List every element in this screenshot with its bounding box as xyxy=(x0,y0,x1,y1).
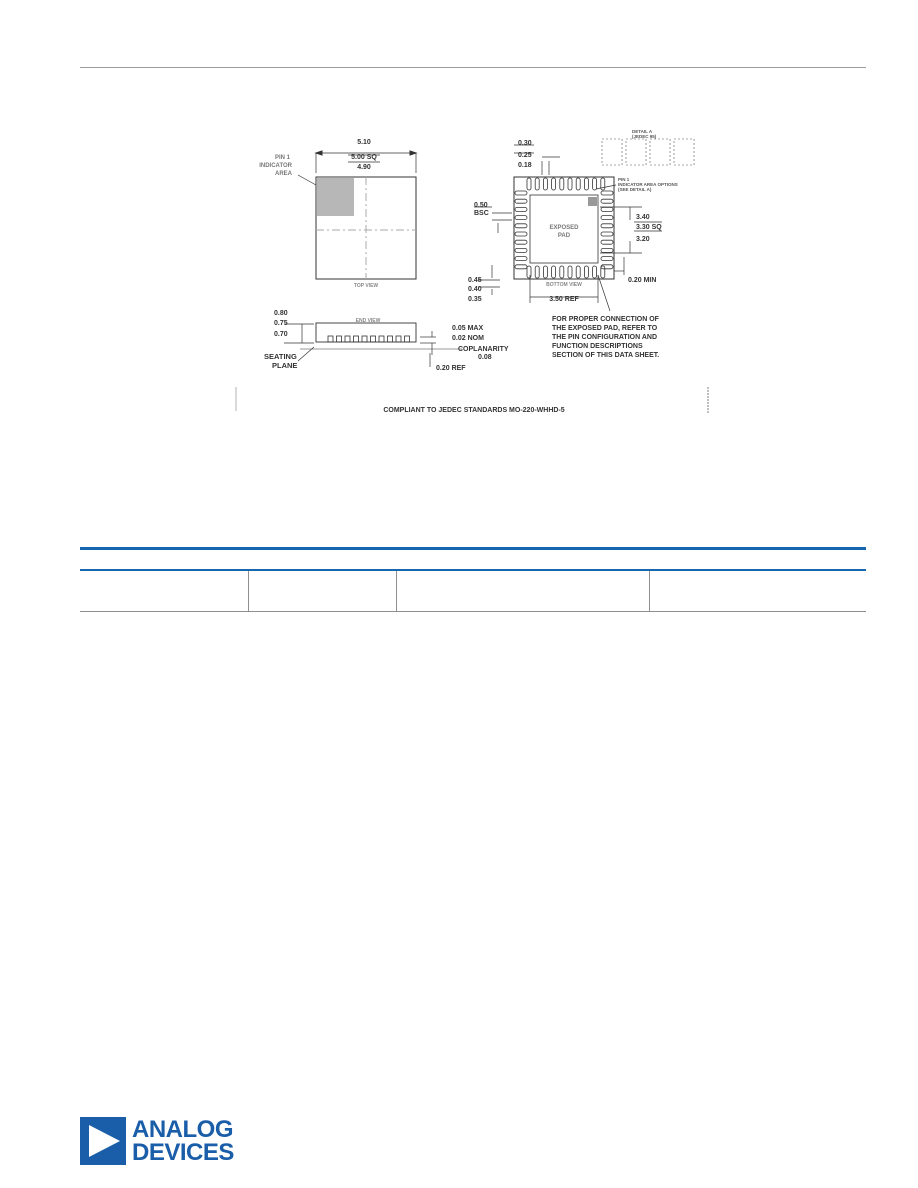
end-view-lead xyxy=(379,336,384,342)
end-view-lead xyxy=(354,336,359,342)
pin1-opt-line2: INDICATOR AREA OPTIONS xyxy=(618,182,678,187)
table-header-cell xyxy=(248,570,396,612)
height-dim-nom: 0.75 xyxy=(274,320,288,327)
pad-dim-min: 3.20 xyxy=(636,236,650,243)
top-dim-nom: 5.00 SQ xyxy=(351,154,377,161)
package-lead xyxy=(601,207,613,211)
lead-len-min: 0.35 xyxy=(468,296,482,303)
package-lead xyxy=(601,191,613,195)
compliance-note: COMPLIANT TO JEDEC STANDARDS MO-220-WHHD-5 xyxy=(383,407,565,414)
pitch-bsc: BSC xyxy=(474,210,489,217)
lead-width-max: 0.30 xyxy=(518,140,532,147)
pad-note-line3: THE PIN CONFIGURATION AND xyxy=(552,334,657,341)
height-dim-min: 0.70 xyxy=(274,331,288,338)
table-header-row xyxy=(80,570,866,612)
pad-note-line4: FUNCTION DESCRIPTIONS xyxy=(552,343,643,350)
package-lead xyxy=(552,178,556,190)
package-lead xyxy=(527,266,531,278)
package-lead xyxy=(515,257,527,261)
package-lead xyxy=(576,178,580,190)
package-lead xyxy=(593,266,597,278)
package-lead xyxy=(515,216,527,220)
detail-a-sub: (JEDEC 95) xyxy=(632,134,657,139)
pin1-indicator-area xyxy=(317,178,354,216)
package-lead xyxy=(601,248,613,252)
pad-note-line5: SECTION OF THIS DATA SHEET. xyxy=(552,352,660,359)
package-lead xyxy=(601,199,613,203)
package-lead xyxy=(543,266,547,278)
package-outline-drawing xyxy=(230,125,720,425)
end-view xyxy=(284,323,462,367)
package-lead xyxy=(601,224,613,228)
package-lead xyxy=(584,178,588,190)
header-rule xyxy=(80,67,866,68)
end-view-lead xyxy=(371,336,376,342)
seating-plane-line1: SEATING xyxy=(264,352,297,361)
pad-dim-nom: 3.30 SQ xyxy=(636,224,662,231)
top-dim-min: 4.90 xyxy=(357,164,371,171)
package-lead xyxy=(601,265,613,269)
table-header-cell xyxy=(80,570,248,612)
top-view-label: TOP VIEW xyxy=(353,283,379,289)
bottom-view-label: BOTTOM VIEW xyxy=(546,282,582,288)
package-lead xyxy=(515,199,527,203)
package-lead xyxy=(601,216,613,220)
package-lead xyxy=(560,178,564,190)
package-lead xyxy=(515,248,527,252)
pad-dim-max: 3.40 xyxy=(636,214,650,221)
top-dim-max: 5.10 xyxy=(357,139,371,146)
pad-note-line1: FOR PROPER CONNECTION OF xyxy=(552,316,659,323)
package-lead xyxy=(576,266,580,278)
package-lead xyxy=(552,266,556,278)
package-lead xyxy=(568,178,572,190)
package-lead xyxy=(515,232,527,236)
ref-thickness: 0.20 REF xyxy=(436,365,466,372)
detail-a-title: DETAIL A xyxy=(632,129,653,134)
coplanarity-value: 0.08 xyxy=(478,354,492,361)
lead-width-min: 0.18 xyxy=(518,162,532,169)
lead-width-nom: 0.25 xyxy=(518,152,532,159)
package-lead xyxy=(515,191,527,195)
pin1-area-line1: PIN 1 xyxy=(274,155,290,161)
end-view-lead xyxy=(362,336,367,342)
lead-len-max: 0.45 xyxy=(468,277,482,284)
package-lead xyxy=(515,265,527,269)
package-lead xyxy=(535,178,539,190)
package-lead xyxy=(515,207,527,211)
package-lead xyxy=(543,178,547,190)
package-lead xyxy=(560,266,564,278)
end-view-label: END VIEW xyxy=(355,318,381,324)
end-view-lead xyxy=(337,336,342,342)
pin1-area-line3: AREA xyxy=(274,171,292,177)
pad-note-line2: THE EXPOSED PAD, REFER TO xyxy=(552,325,658,332)
end-view-lead xyxy=(388,336,393,342)
package-lead xyxy=(601,232,613,236)
coplanarity-label: COPLANARITY xyxy=(458,346,509,353)
package-lead xyxy=(535,266,539,278)
pitch-value: 0.50 xyxy=(474,202,488,209)
pin1-area-line2: INDICATOR xyxy=(259,163,292,169)
exposed-pad-line2: PAD xyxy=(557,233,571,239)
min-dim-label: 0.20 MIN xyxy=(628,277,657,284)
end-view-lead xyxy=(396,336,401,342)
analog-devices-logo xyxy=(80,1117,250,1165)
ordering-table xyxy=(80,569,866,612)
standoff-nom: 0.02 NOM xyxy=(452,335,484,342)
lead-len-nom: 0.40 xyxy=(468,286,482,293)
logo-word-2: DEVICES xyxy=(132,1139,234,1166)
package-lead xyxy=(515,224,527,228)
package-lead xyxy=(584,266,588,278)
height-dim-max: 0.80 xyxy=(274,310,288,317)
section-bar xyxy=(80,547,866,550)
package-lead xyxy=(515,240,527,244)
ref-dim-label: 3.50 REF xyxy=(549,296,579,303)
logo-triangle-icon xyxy=(80,1117,126,1165)
pin1-opt-line1: PIN 1 xyxy=(618,177,630,182)
package-lead xyxy=(527,178,531,190)
package-lead xyxy=(601,240,613,244)
pin1-opt-line3: (SEE DETAIL A) xyxy=(618,187,652,192)
logo-word-1: ANALOG xyxy=(132,1116,233,1143)
table-header-cell xyxy=(396,570,649,612)
seating-plane-line2: PLANE xyxy=(272,361,298,370)
end-view-lead xyxy=(328,336,333,342)
exposed-pad-line1: EXPOSED xyxy=(549,225,579,231)
package-lead xyxy=(593,178,597,190)
end-view-lead xyxy=(405,336,410,342)
detail-a xyxy=(602,139,694,165)
table-header-cell xyxy=(649,570,866,612)
package-lead xyxy=(601,257,613,261)
end-view-lead xyxy=(345,336,350,342)
package-lead xyxy=(568,266,572,278)
pin1-indicator-pad xyxy=(588,197,597,206)
standoff-max: 0.05 MAX xyxy=(452,325,484,332)
